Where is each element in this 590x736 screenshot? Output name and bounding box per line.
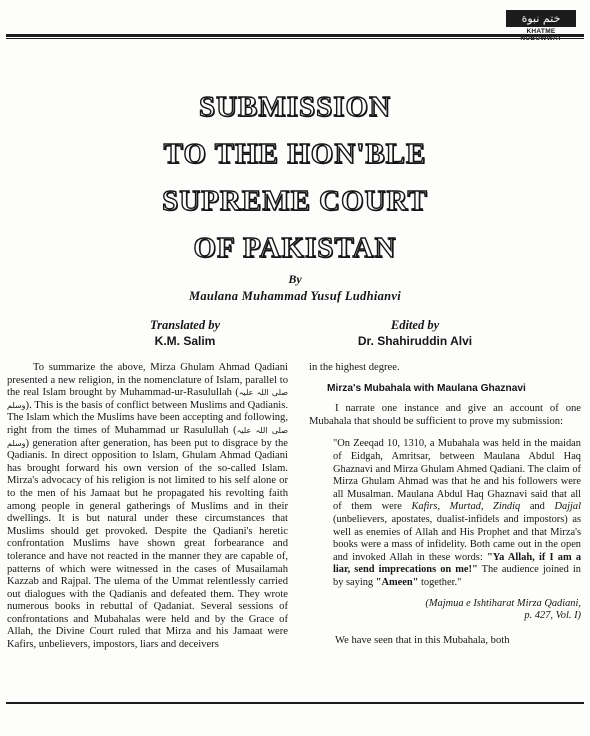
quote-and: and <box>520 501 555 513</box>
quote-italic-terms: Kafirs, Murtad, Zindiq <box>411 501 521 513</box>
quote-text-d: together." <box>418 576 462 588</box>
header-rule-thin <box>6 38 584 39</box>
body-paragraph <box>7 362 288 652</box>
right-column <box>309 362 581 647</box>
translator-credit <box>100 318 270 348</box>
quote-text-c: The audience joined in by saying <box>333 564 581 588</box>
closing-paragraph: We have seen that in this Mubahala, both <box>335 634 510 646</box>
title-line-1: SUBMISSION <box>198 91 392 123</box>
citation <box>309 598 581 623</box>
intro-paragraph: I narrate one instance and give an account of one Mubahala that should be sufficient to prove my submission: <box>309 403 581 427</box>
paragraph-text-a: To summarize the above, Mirza Ghulam Ahmad Qadiani presented a new religion, in the nomenclature of Islam, parallel to the real Islam brought by Muhammad-ur-Rasulullah ( <box>7 362 288 399</box>
salawat-urdu-2: صلی اللہ علیہ وسلم <box>7 425 288 448</box>
quote-invocation: "Ya Allah, if I am a liar, send imprecations on me!" <box>333 551 582 576</box>
masthead-english-text: KHATME NUBUWWAT <box>520 28 562 42</box>
paragraph-text-c: ) generation after generation, has been put to disgrace by the Qadianis. In direct opposition to Islam, Ghulam Ahmad Qadiani has brought forward his own version of the so-called Islam. Mirza's advocacy of his religion is not limited to his self alone or to the men of his Jamaat but he propagated his revolting faith among people in general gatherings of Muslims and in their dwellings. It is but natural under these circumstances that Muslims should get provoked. Despite the Qadiani's heretic confrontation Muslims have shown great forbearance and tolerance and have not reacted in the manner they are capable of, patterns of which were witnessed in the cases of Musailamah Kazzab and Rajpal. The ulema of the Ummat relentlessly carried out dialogues with the Qadianis and defeated them. They wrote numerous books in rebuttal of Qadaniat. Several sessions of confrontations and Mubahalas were held and by the Grace of Allah, the Divine Court ruled that Mirza and his Jamaat were Kafirs, unbelievers, impostors, liars and deceivers <box>7 437 288 651</box>
by-label: By <box>288 272 302 286</box>
left-column <box>7 362 288 652</box>
title-line-4: OF PAKISTAN <box>193 232 397 264</box>
section-subheading: Mirza's Mubahala with Maulana Ghaznavi <box>327 382 526 394</box>
block-quote <box>333 438 581 589</box>
byline <box>0 272 590 304</box>
footer-rule <box>6 702 584 704</box>
edited-by-label: Edited by <box>390 318 440 332</box>
quote-text-a: "On Zeeqad 10, 1310, a Mubahala was held in the maidan of Eidgah, Amritsar, between Maulana Abdul Haq Ghaznavi and Mirza Ghulam Ahmed Qadiani. The claim of Mirza Ghulam Ahmad was that he and his followers were all Musalman. Maulana Abdul Haq Ghaznavi said that all of them were <box>333 438 581 513</box>
translated-by-label: Translated by <box>149 318 221 332</box>
editor-credit <box>330 318 500 348</box>
quote-ameen: "Ameen" <box>375 576 419 588</box>
continuation-text: in the highest degree. <box>309 362 400 373</box>
article-title <box>0 84 590 272</box>
title-line-2: TO THE HON'BLE <box>163 138 427 170</box>
quote-text-b: (unbelievers, apostates, dualist-infidels and impostors) as well as enemies of Allah and His Prophet and that Mirza's books were a mass of infidelity. Both came out in the open and invoked Allah in these words: <box>333 513 581 563</box>
citation-line-1: (Majmua e Ishtiharat Mirza Qadiani, <box>425 597 581 609</box>
paragraph-text-b: ). This is the basis of conflict between Muslims and Qadianis. The Islam which the Muslims have been accepting and following, right from the times of Muhammad ur Rasulullah ( <box>7 399 288 436</box>
masthead-urdu-text: ختم نبوة <box>506 10 576 27</box>
title-line-3: SUPREME COURT <box>162 185 428 217</box>
editor-name: Dr. Shahiruddin Alvi <box>357 334 473 348</box>
citation-line-2: p. 427, Vol. I) <box>524 610 581 622</box>
translator-name: K.M. Salim <box>154 334 216 348</box>
salawat-urdu-1: صلی اللہ علیہ وسلم <box>7 388 289 410</box>
quote-italic-term-2: Dajjal <box>554 501 581 513</box>
author-name: Maulana Muhammad Yusuf Ludhianvi <box>188 289 402 303</box>
header-rule <box>6 34 584 37</box>
